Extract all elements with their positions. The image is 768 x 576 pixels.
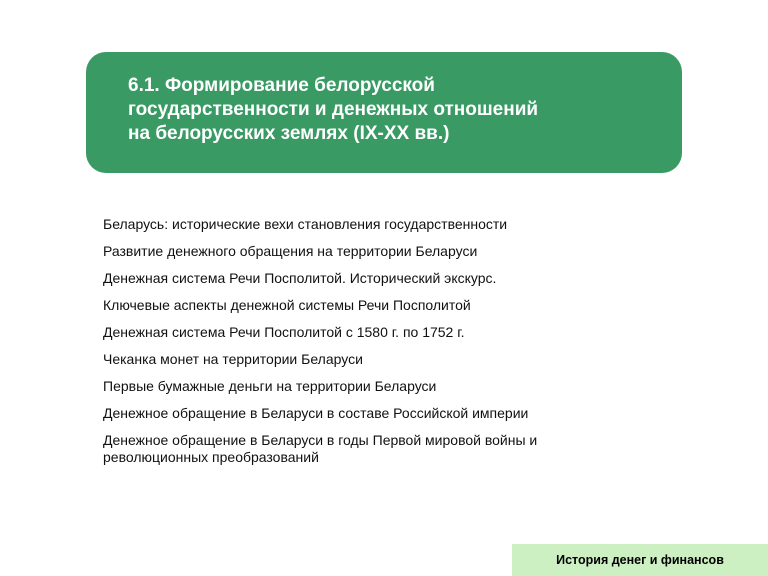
- topic-list: [103, 216, 583, 476]
- topic-item[interactable]: Ключевые аспекты денежной системы Речи Посполитой: [103, 297, 471, 313]
- topic-item[interactable]: Денежная система Речи Посполитой. Исторический экскурс.: [103, 270, 497, 286]
- footer-banner: [512, 544, 768, 576]
- page-title: 6.1. Формирование белорусской государственности и денежных отношений на белорусских землях (IX-XX вв.): [128, 75, 539, 144]
- topic-item[interactable]: Денежное обращение в Беларуси в годы Первой мировой войны и революционных преобразований: [103, 432, 538, 465]
- topic-item[interactable]: Развитие денежного обращения на территории Беларуси: [103, 243, 478, 259]
- topic-item[interactable]: Чеканка монет на территории Беларуси: [103, 351, 363, 367]
- topic-item[interactable]: Денежная система Речи Посполитой с 1580 г. по 1752 г.: [103, 324, 465, 340]
- topic-item[interactable]: Денежное обращение в Беларуси в составе Российской империи: [103, 405, 529, 421]
- title-banner: [86, 52, 682, 173]
- footer-label: История денег и финансов: [556, 553, 724, 567]
- topic-item[interactable]: Беларусь: исторические вехи становления государственности: [103, 216, 508, 232]
- topic-item[interactable]: Первые бумажные деньги на территории Беларуси: [103, 378, 437, 394]
